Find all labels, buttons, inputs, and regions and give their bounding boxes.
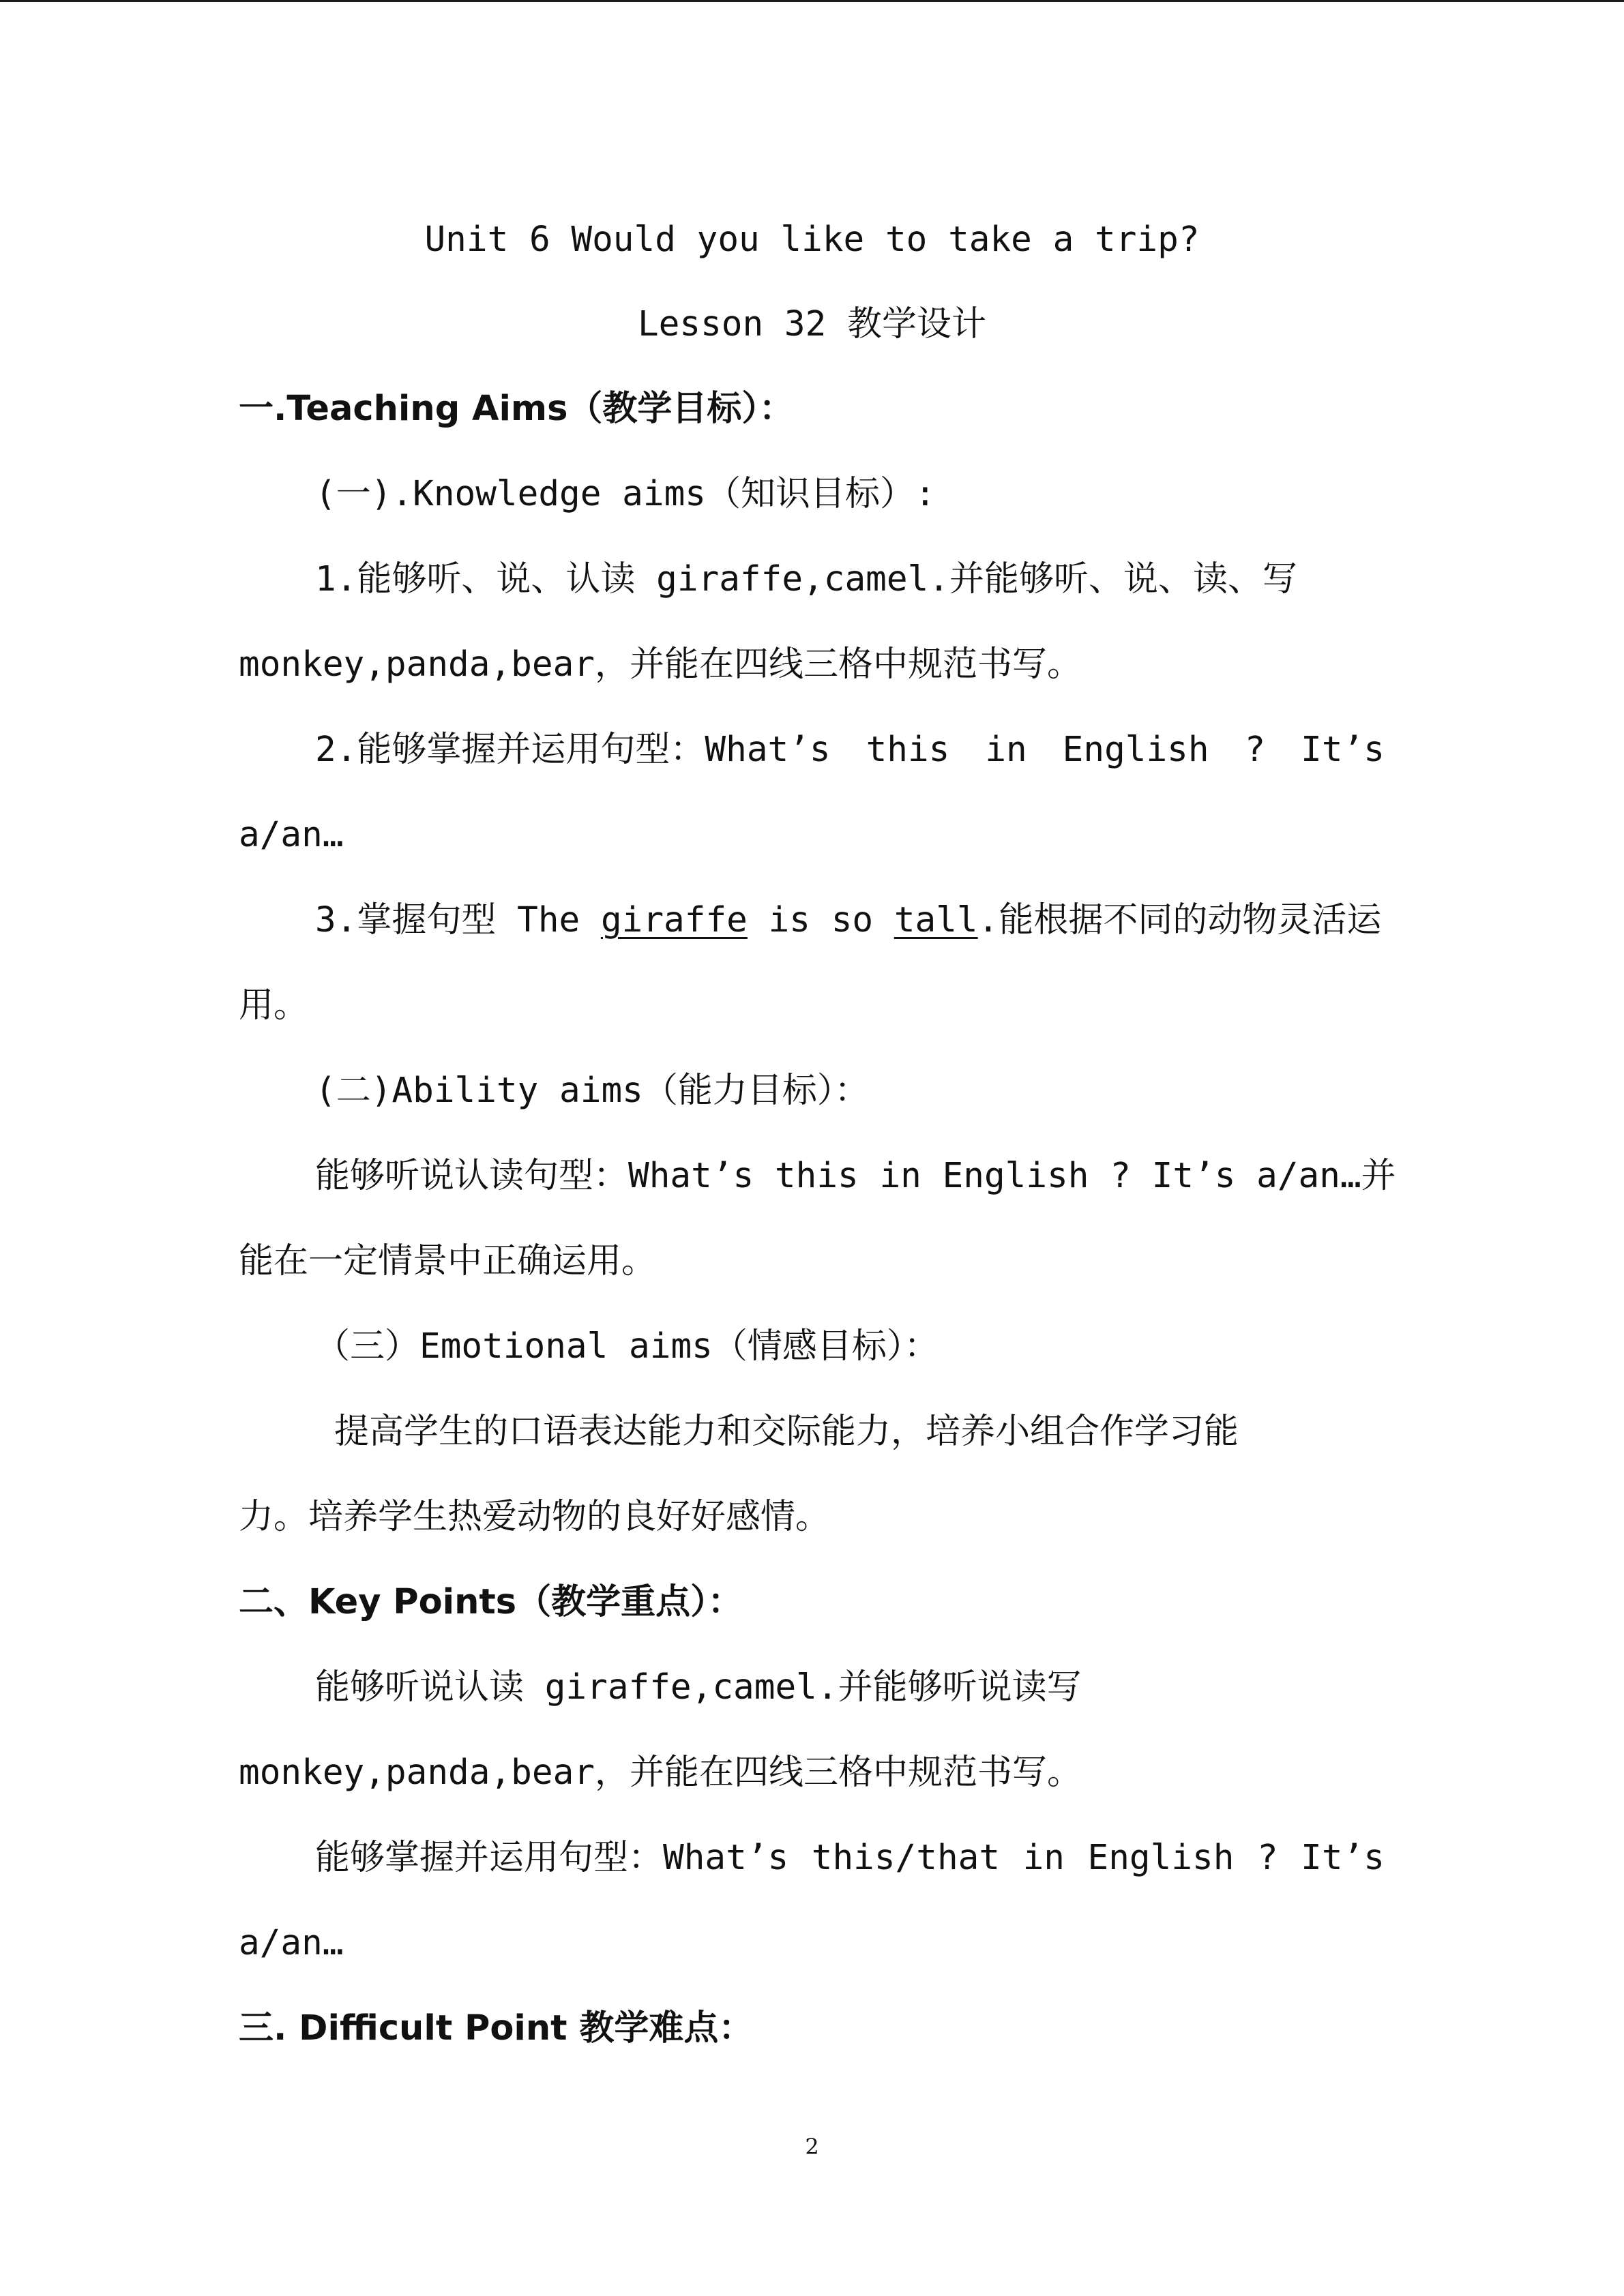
text-segment: It’s bbox=[1301, 730, 1385, 770]
text-segment: .能根据不同的动物灵活运 bbox=[977, 900, 1382, 940]
text-segment: ? bbox=[1244, 730, 1266, 770]
lesson-title: Lesson 32 教学设计 bbox=[637, 304, 987, 344]
text-segment: It’s bbox=[1301, 1838, 1385, 1878]
knowledge-aims-heading: (一).Knowledge aims（知识目标）: bbox=[315, 474, 936, 514]
emotional-aims-line-2: 力。培养学生热爱动物的良好好感情。 bbox=[239, 1497, 831, 1537]
knowledge-item-3-line-1 bbox=[315, 900, 1381, 941]
text-segment: 3.掌握句型 The bbox=[315, 900, 601, 940]
key-points-line-3 bbox=[315, 1838, 1385, 1879]
text-segment: in bbox=[985, 730, 1027, 770]
text-segment: 2.能够掌握并运用句型：What’s bbox=[315, 730, 831, 770]
emotional-aims-heading: （三）Emotional aims（情感目标）： bbox=[315, 1326, 939, 1367]
difficult-point-heading: 三. Difficult Point 教学难点： bbox=[239, 2008, 754, 2048]
ability-aims-line-1: 能够听说认读句型：What’s this in English ? It’s a/an…并 bbox=[315, 1156, 1396, 1196]
top-border bbox=[0, 0, 1624, 2]
knowledge-item-2-line-2: a/an… bbox=[239, 815, 344, 855]
text-segment: 能够掌握并运用句型：What’s bbox=[315, 1838, 789, 1878]
key-points-line-1: 能够听说认读 giraffe,camel.并能够听说读写 bbox=[315, 1667, 1082, 1708]
text-segment: this bbox=[866, 730, 950, 770]
teaching-aims-heading: 一.Teaching Aims（教学目标）： bbox=[239, 389, 794, 429]
text-segment: in bbox=[1022, 1838, 1065, 1878]
key-points-line-4: a/an… bbox=[239, 1923, 344, 1963]
underlined-word-giraffe: giraffe bbox=[600, 900, 748, 940]
key-points-heading: 二、Key Points（教学重点）： bbox=[239, 1582, 743, 1622]
emotional-aims-line-1: 提高学生的口语表达能力和交际能力，培养小组合作学习能 bbox=[334, 1412, 1239, 1452]
text-segment: is so bbox=[747, 900, 894, 940]
unit-title: Unit 6 Would you like to take a trip? bbox=[424, 220, 1200, 260]
text-segment: this/that bbox=[811, 1838, 1001, 1878]
text-segment: ? bbox=[1256, 1838, 1278, 1878]
key-points-line-2: monkey,panda,bear，并能在四线三格中规范书写。 bbox=[239, 1753, 1082, 1793]
knowledge-item-1-line-1: 1.能够听、说、认读 giraffe,camel.并能够听、说、读、写 bbox=[315, 559, 1297, 599]
ability-aims-line-2: 能在一定情景中正确运用。 bbox=[239, 1241, 657, 1281]
knowledge-item-2-line-1 bbox=[315, 730, 1385, 771]
knowledge-item-3-line-2: 用。 bbox=[239, 985, 309, 1026]
ability-aims-heading: (二)Ability aims（能力目标）： bbox=[315, 1071, 870, 1111]
page-number: 2 bbox=[805, 2134, 819, 2160]
text-segment: English bbox=[1062, 730, 1209, 770]
underlined-word-tall: tall bbox=[894, 900, 978, 940]
text-segment: English bbox=[1087, 1838, 1235, 1878]
knowledge-item-1-line-2: monkey,panda,bear，并能在四线三格中规范书写。 bbox=[239, 644, 1082, 685]
